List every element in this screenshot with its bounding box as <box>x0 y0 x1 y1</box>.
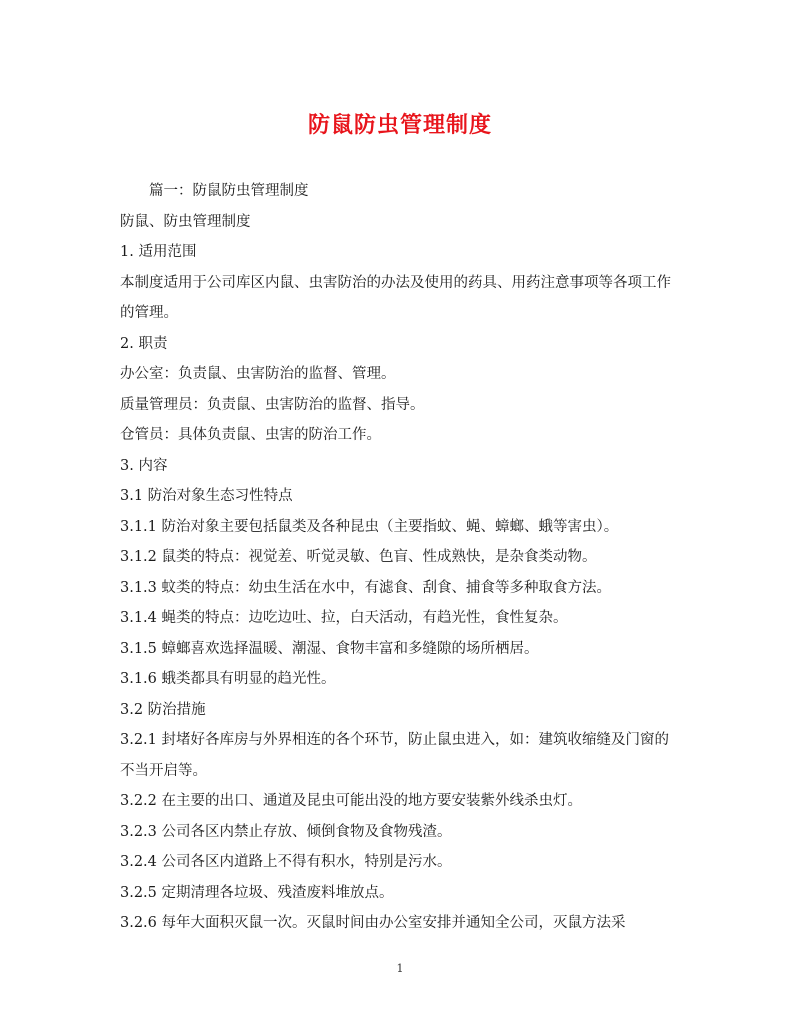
paragraph: 防鼠、防虫管理制度 <box>120 213 251 230</box>
paragraph: 质量管理员：负责鼠、虫害防治的监督、指导。 <box>120 396 425 413</box>
paragraph: 3.2.4 公司各区内道路上不得有积水，特别是污水。 <box>120 854 452 870</box>
paragraph: 3.2.6 每年大面积灭鼠一次。灭鼠时间由办公室安排并通知全公司，灭鼠方法采 <box>120 915 626 931</box>
subsection-heading: 3.1 防治对象生态习性特点 <box>120 488 293 504</box>
paragraph: 3.2.5 定期清理各垃圾、残渣废料堆放点。 <box>120 884 394 901</box>
section-heading: 2. 职责 <box>120 335 168 352</box>
paragraph: 办公室：负责鼠、虫害防治的监督、管理。 <box>120 366 396 382</box>
paragraph: 3.2.3 公司各区内禁止存放、倾倒食物及食物残渣。 <box>120 823 452 840</box>
page-number: 1 <box>396 962 404 975</box>
paragraph: 3.1.2 鼠类的特点：视觉差、听觉灵敏、色盲、性成熟快，是杂食类动物。 <box>120 549 597 565</box>
paragraph: 篇一：防鼠防虫管理制度 <box>149 183 309 199</box>
paragraph: 3.1.6 蛾类都具有明显的趋光性。 <box>120 671 336 687</box>
paragraph: 3.1.4 蝇类的特点：边吃边吐、拉，白天活动，有趋光性，食性复杂。 <box>120 610 568 626</box>
paragraph: 3.1.3 蚊类的特点：幼虫生活在水中，有滤食、刮食、捕食等多种取食方法。 <box>120 579 612 596</box>
paragraph: 本制度适用于公司库区内鼠、虫害防治的办法及使用的药具、用药注意事项等各项工作的管理。 <box>120 274 671 321</box>
document-body <box>120 176 680 939</box>
paragraph: 仓管员：具体负责鼠、虫害的防治工作。 <box>120 427 381 443</box>
subsection-heading: 3.2 防治措施 <box>120 701 206 718</box>
paragraph: 3.1.5 蟑螂喜欢选择温暖、潮湿、食物丰富和多缝隙的场所栖居。 <box>120 640 539 657</box>
section-heading: 3. 内容 <box>120 457 168 474</box>
section-heading: 1. 适用范围 <box>120 244 197 260</box>
document-title: 防鼠防虫管理制度 <box>307 112 492 138</box>
paragraph: 3.2.1 封堵好各库房与外界相连的各个环节，防止鼠虫进入，如：建筑收缩缝及门窗的不当开启等。 <box>120 732 670 779</box>
paragraph: 3.2.2 在主要的出口、通道及昆虫可能出没的地方要安装紫外线杀虫灯。 <box>120 793 583 809</box>
paragraph: 3.1.1 防治对象主要包括鼠类及各种昆虫（主要指蚊、蝇、蟑螂、蛾等害虫）。 <box>120 518 619 535</box>
